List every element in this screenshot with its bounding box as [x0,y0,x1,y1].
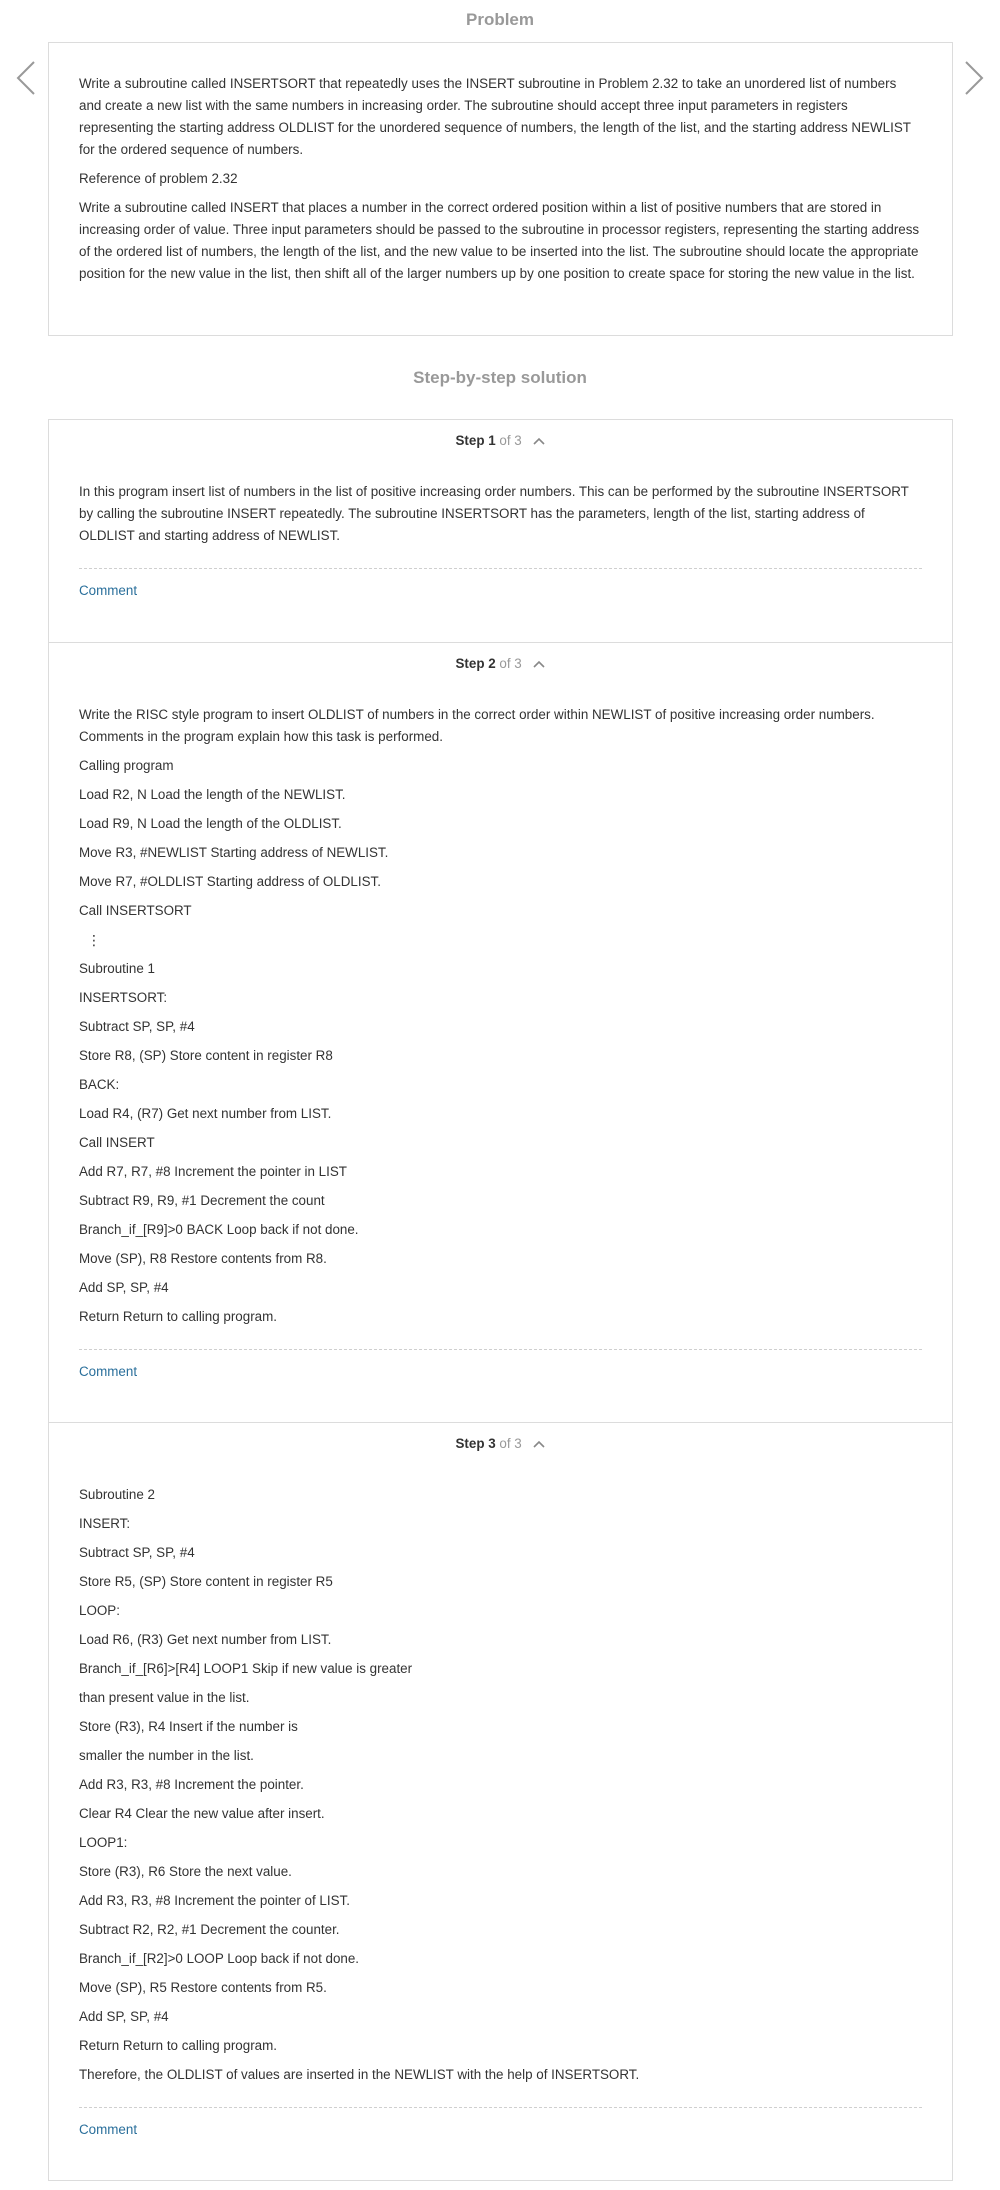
solution-line: In this program insert list of numbers in the list of positive increasing order numbers. This can be performed by the subroutine INSERTSORT by calling the subroutine INSERT repeatedly. The subroutine INSERTSORT has the parameters, length of the list, starting address of OLDLIST and starting address of NEWLIST. [79,484,909,543]
step-label: Step 2 [455,656,496,671]
step-card [49,420,952,642]
solution-line: Subroutine 1 [79,961,155,976]
step-count: of 3 [499,656,522,671]
step-body [79,704,922,1335]
solution-line: Call INSERT [79,1135,155,1150]
step-label: Step 3 [455,1436,496,1451]
solution-line: Clear R4 Clear the new value after insert. [79,1806,325,1821]
previous-button[interactable] [12,58,38,98]
solution-line: Add SP, SP, #4 [79,1280,169,1295]
problem-box [48,42,953,336]
solution-line: Load R4, (R7) Get next number from LIST. [79,1106,332,1121]
solution-line: LOOP: [79,1603,120,1618]
solution-line: Return Return to calling program. [79,2038,277,2053]
solution-steps [48,419,953,2181]
step-footer [79,2107,922,2139]
solution-line: Load R6, (R3) Get next number from LIST. [79,1632,332,1647]
solution-line: smaller the number in the list. [79,1748,254,1763]
solution-line: Add R3, R3, #8 Increment the pointer of LIST. [79,1893,350,1908]
step-card [49,1422,952,2180]
solution-line: Load R9, N Load the length of the OLDLIST. [79,816,342,831]
chevron-right-icon [962,58,988,98]
problem-reference-text: Write a subroutine called INSERT that places a number in the correct ordered position within a list of positive numbers that are stored in increasing order of value. Three input parameters should be passed to the subroutine in processor registers, representing the starting address of the ordered list of numbers, the length of the list, and the new value to be inserted into the list. The subroutine should locate the appropriate position for the new value in the list, then shift all of the larger numbers up by one position to create space for storing the new value in the list. [79,200,920,281]
step-count: of 3 [499,433,522,448]
solution-line: Store (R3), R4 Insert if the number is [79,1719,298,1734]
comment-link[interactable]: Comment [79,2122,138,2137]
comment-link[interactable]: Comment [79,1364,138,1379]
solution-line: Subtract SP, SP, #4 [79,1545,195,1560]
solution-line: Move R7, #OLDLIST Starting address of OLDLIST. [79,874,381,889]
solution-line: Store R8, (SP) Store content in register R8 [79,1048,333,1063]
collapse-toggle[interactable] [532,436,546,446]
solution-line: Branch_if_[R2]>0 LOOP Loop back if not done. [79,1951,360,1966]
step-count: of 3 [499,1436,522,1451]
solution-line: Call INSERTSORT [79,903,192,918]
solution-line: INSERT: [79,1516,131,1531]
step-label: Step 1 [455,433,496,448]
solution-line: Return Return to calling program. [79,1309,277,1324]
step-header [49,433,952,448]
chevron-up-icon [532,1439,546,1449]
solution-line: Store R5, (SP) Store content in register R5 [79,1574,333,1589]
solution-line: Move R3, #NEWLIST Starting address of NEWLIST. [79,845,389,860]
solution-line: Move (SP), R8 Restore contents from R8. [79,1251,327,1266]
problem-heading: Problem [465,10,535,29]
ellipsis-marker: ⋮ [87,932,101,948]
step-footer [79,568,922,600]
next-button[interactable] [962,58,988,98]
solution-line: BACK: [79,1077,120,1092]
step-footer [79,1349,922,1381]
solution-line: Therefore, the OLDLIST of values are inserted in the NEWLIST with the help of INSERTSORT. [79,2067,640,2082]
solution-line: Move (SP), R5 Restore contents from R5. [79,1980,327,1995]
collapse-toggle[interactable] [532,1439,546,1449]
solution-line: Branch_if_[R6]>[R4] LOOP1 Skip if new value is greater [79,1661,413,1676]
solution-line: Add R7, R7, #8 Increment the pointer in LIST [79,1164,347,1179]
solution-line: than present value in the list. [79,1690,250,1705]
solution-line: Calling program [79,758,174,773]
solution-line: Add SP, SP, #4 [79,2009,169,2024]
solution-line: Subtract R2, R2, #1 Decrement the counter. [79,1922,340,1937]
problem-statement: Write a subroutine called INSERTSORT that repeatedly uses the INSERT subroutine in Problem 2.32 to take an unordered list of numbers and create a new list with the same numbers in increasing order. The subroutine should accept three input parameters in registers representing the starting address OLDLIST for the unordered sequence of numbers, the length of the list, and the starting address NEWLIST for the ordered sequence of numbers. [79,76,911,157]
solution-heading: Step-by-step solution [413,368,587,387]
solution-line: INSERTSORT: [79,990,168,1005]
step-header [49,656,952,671]
chevron-left-icon [12,58,38,98]
solution-line: Add R3, R3, #8 Increment the pointer. [79,1777,304,1792]
collapse-toggle[interactable] [532,659,546,669]
solution-line: Subtract SP, SP, #4 [79,1019,195,1034]
solution-line: Load R2, N Load the length of the NEWLIST. [79,787,346,802]
step-body [79,481,922,554]
chevron-up-icon [532,659,546,669]
solution-line: LOOP1: [79,1835,128,1850]
solution-line: Subtract R9, R9, #1 Decrement the count [79,1193,325,1208]
step-header [49,1436,952,1451]
step-body [79,1484,922,2093]
solution-line: Write the RISC style program to insert OLDLIST of numbers in the correct order within NEWLIST of positive increasing order numbers. Comments in the program explain how this task is performed. [79,707,875,744]
solution-line: Store (R3), R6 Store the next value. [79,1864,292,1879]
solution-line: Subroutine 2 [79,1487,155,1502]
step-card [49,642,952,1422]
chevron-up-icon [532,436,546,446]
problem-reference-label: Reference of problem 2.32 [79,171,238,186]
solution-line: Branch_if_[R9]>0 BACK Loop back if not done. [79,1222,359,1237]
comment-link[interactable]: Comment [79,583,138,598]
